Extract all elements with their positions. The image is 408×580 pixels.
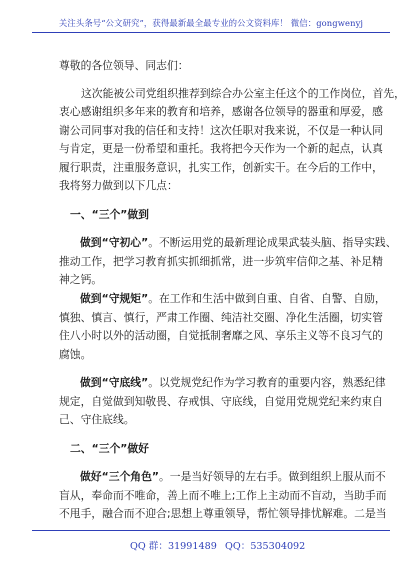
section-heading-2: 二、“三个”做好 bbox=[70, 442, 149, 455]
paragraph-line: 规定，自觉做到知敬畏、存戒惧、守底线，自觉用党规党纪来约束自 bbox=[59, 395, 383, 408]
subsection-line bbox=[80, 472, 386, 485]
footer-qq-number: QQ：535304092 bbox=[225, 541, 306, 552]
paragraph-line: 谢公司同事对我的信任和支持！这次任职对我来说，不仅是一种认同 bbox=[59, 124, 383, 137]
subsection-title: 做到“守规矩” bbox=[80, 292, 149, 305]
paragraph-line: 住八小时以外的活动圈，自觉抵制奢靡之风、享乐主义等不良习气的 bbox=[59, 329, 383, 342]
subsection-line bbox=[80, 378, 386, 391]
subsection-text: 。一是当好领导的左右手。做到组织上服从而不 bbox=[158, 470, 386, 483]
paragraph-line: 衷心感谢组织多年来的教育和培养，感谢各位领导的器重和厚爱，感 bbox=[59, 105, 383, 118]
paragraph-line: 这次能被公司党组织推荐到综合办公室主任这个的工作岗位，首先， bbox=[81, 87, 405, 100]
paragraph-line: 不甩手，融合而不迎合;思想上尊重领导，帮忙领导排忧解难。二是当 bbox=[59, 507, 387, 520]
subsection-text: 。以党规党纪作为学习教育的重要内容，熟悉纪律 bbox=[148, 376, 386, 389]
paragraph-line: 神之钙。 bbox=[59, 273, 103, 286]
paragraph-line: 推动工作，把学习教育抓实抓细抓常，进一步筑牢信仰之基、补足精 bbox=[59, 255, 383, 268]
subsection-title: 做好“三个角色” bbox=[80, 470, 159, 483]
subsection-line bbox=[80, 294, 386, 307]
subsection-text: 。不断运用党的最新理论成果武装头脑、指导实践、 bbox=[148, 236, 397, 249]
document-body bbox=[59, 0, 405, 580]
page-footer bbox=[32, 530, 390, 560]
section-heading-1: 一、“三个”做到 bbox=[70, 208, 149, 221]
footer-rule bbox=[32, 530, 390, 531]
subsection-title: 做到“守初心” bbox=[80, 236, 149, 249]
paragraph-line: 慎独、慎言、慎行，严肃工作圈、纯洁社交圈、净化生活圈，切实管 bbox=[59, 311, 383, 324]
subsection-title: 做到“守底线” bbox=[80, 376, 149, 389]
paragraph-line: 盲从，奉命而不唯命，善上而不唯上;工作上主动而不盲动，当助手而 bbox=[59, 489, 387, 502]
paragraph-line: 我将努力做到以下几点： bbox=[59, 179, 178, 192]
footer-qq-group: QQ 群：31991489 bbox=[130, 541, 217, 552]
greeting: 尊敬的各位领导、同志们： bbox=[59, 59, 189, 72]
subsection-text: 。在工作和生活中做到自重、自省、自警、自励， bbox=[148, 292, 386, 305]
header-banner-text: 关注头条号“公文研究”，获得最新最全最专业的公文资料库！ 微信：gongwenyj bbox=[58, 18, 364, 28]
subsection-line bbox=[80, 238, 397, 251]
paragraph-line: 己、守住底线。 bbox=[59, 413, 135, 426]
paragraph-line: 腐蚀。 bbox=[59, 348, 92, 361]
paragraph-line: 履行职责，注重服务意识，扎实工作，创新实干。在今后的工作中， bbox=[59, 161, 383, 174]
paragraph-line: 与肯定，更是一份希望和重托。我将把今天作为一个新的起点，认真 bbox=[59, 142, 383, 155]
